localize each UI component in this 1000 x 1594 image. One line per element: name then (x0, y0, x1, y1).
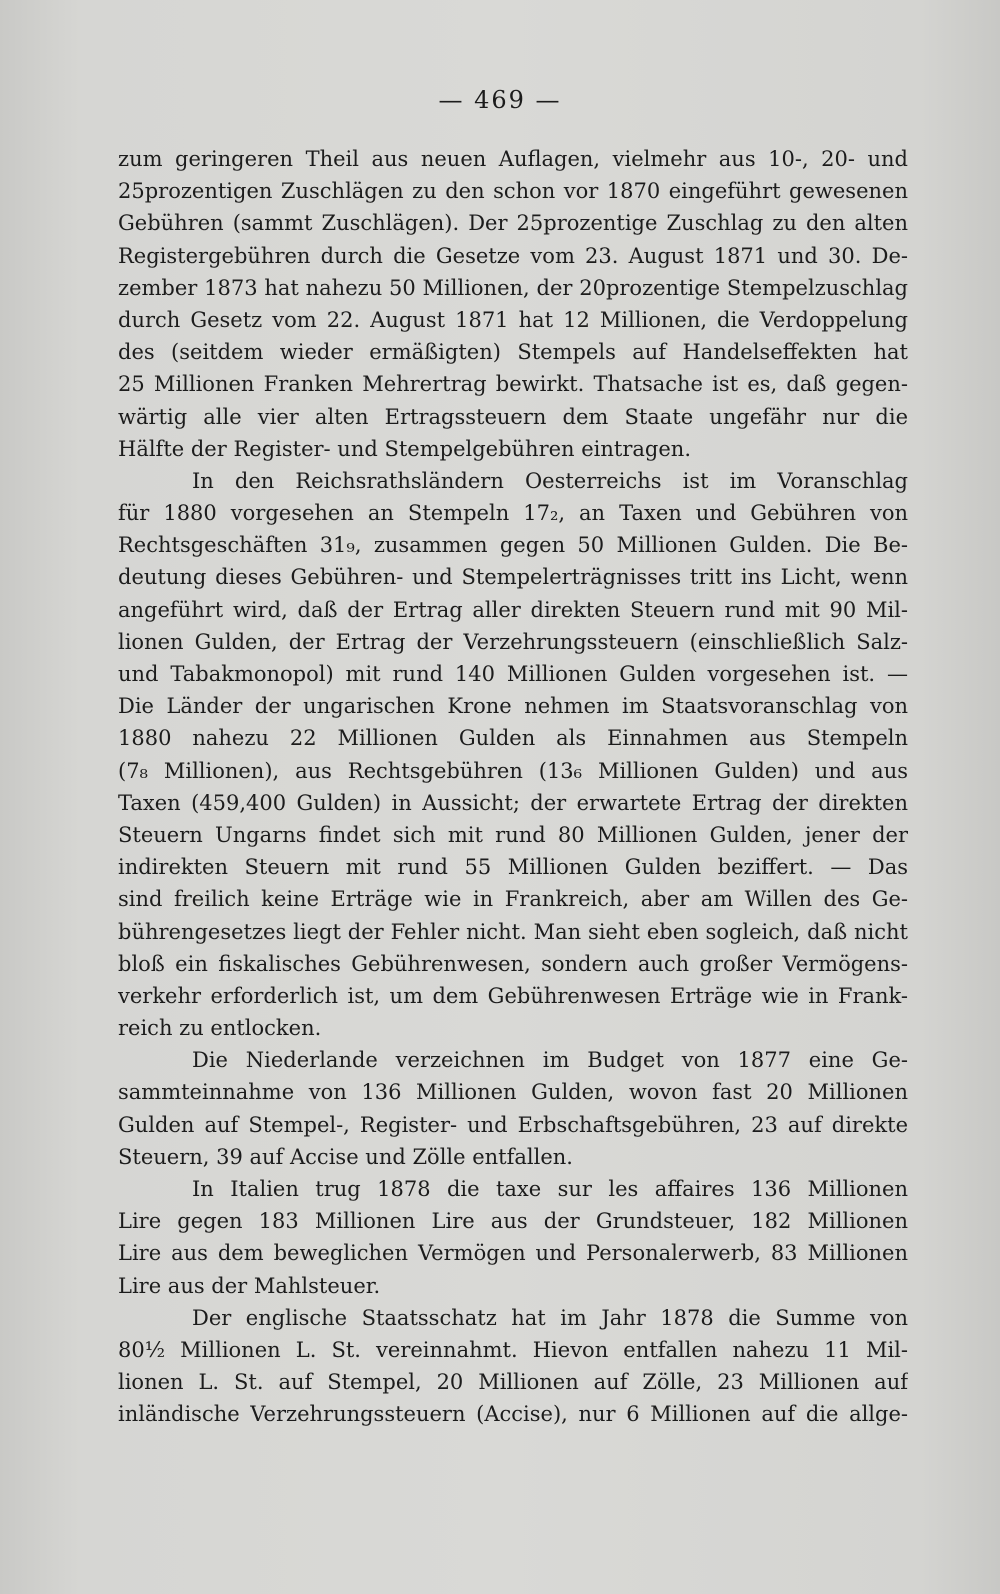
text-line: verkehr erforderlich ist, um dem Gebührenwesen Erträge wie in Frank- (118, 983, 908, 1008)
text-line: zum geringeren Theil aus neuen Auflagen, vielmehr aus 10-, 20- und (118, 147, 908, 171)
text-line: und Tabakmonopol) mit rund 140 Millionen Gulden vorgesehen ist. — (118, 662, 908, 686)
text-line: Rechtsgeschäften 31₉, zusammen gegen 50 Millionen Gulden. Die Be- (118, 533, 908, 558)
text-line: deutung dieses Gebühren- und Stempelerträgnisses tritt ins Licht, wenn (118, 565, 908, 590)
text-line: Hälfte der Register- und Stempelgebühren eintragen. (118, 436, 691, 461)
text-line: 25prozentigen Zuschlägen zu den schon vor 1870 eingeführt gewesenen (118, 179, 908, 204)
text-line: des (seitdem wieder ermäßigten) Stempels auf Handelseffekten hat (118, 340, 908, 365)
text-line: Lire gegen 183 Millionen Lire aus der Grundsteuer, 182 Millionen (118, 1209, 908, 1234)
text-line: 25 Millionen Franken Mehrertrag bewirkt. Thatsache ist es, daß gegen- (118, 372, 908, 397)
text-line: Die Länder der ungarischen Krone nehmen im Staatsvoranschlag von (118, 694, 908, 719)
text-line: sind freilich keine Erträge wie in Frankreich, aber am Willen des Ge- (118, 887, 908, 912)
text-line: sammteinnahme von 136 Millionen Gulden, wovon fast 20 Millionen (118, 1080, 908, 1105)
text-line: wärtig alle vier alten Ertragssteuern dem Staate ungefähr nur die (118, 404, 908, 429)
text-line: In Italien trug 1878 die taxe sur les affaires 136 Millionen (192, 1177, 908, 1201)
text-line: für 1880 vorgesehen an Stempeln 17₂, an Taxen und Gebühren von (118, 501, 908, 526)
page-number: — 469 — (438, 86, 562, 114)
text-line: Steuern Ungarns findet sich mit rund 80 Millionen Gulden, jener der (118, 822, 908, 847)
text-line: inländische Verzehrungssteuern (Accise), nur 6 Millionen auf die allge- (118, 1402, 908, 1427)
body-text (118, 143, 908, 1431)
text-line: angeführt wird, daß der Ertrag aller direkten Steuern rund mit 90 Mil- (118, 597, 908, 622)
text-line: Die Niederlande verzeichnen im Budget von 1877 eine Ge- (192, 1048, 908, 1073)
text-line: 80½ Millionen L. St. vereinnahmt. Hievon entfallen nahezu 11 Mil- (118, 1337, 908, 1362)
text-line: Der englische Staatsschatz hat im Jahr 1878 die Summe von (192, 1305, 908, 1330)
text-line: Taxen (459,400 Gulden) in Aussicht; der erwartete Ertrag der direkten (118, 790, 908, 815)
text-line: zember 1873 hat nahezu 50 Millionen, der 20prozentige Stempelzuschlag (118, 275, 908, 300)
text-line: reich zu entlocken. (118, 1016, 322, 1041)
text-line: lionen Gulden, der Ertrag der Verzehrungssteuern (einschließlich Salz- (118, 629, 908, 654)
text-line: 1880 nahezu 22 Millionen Gulden als Einnahmen aus Stempeln (118, 726, 908, 751)
text-line: indirekten Steuern mit rund 55 Millionen Gulden beziffert. — Das (118, 855, 908, 880)
text-line: bloß ein fiskalisches Gebührenwesen, sondern auch großer Vermögens- (118, 951, 908, 976)
text-line: Gebühren (sammt Zuschlägen). Der 25prozentige Zuschlag zu den alten (118, 211, 908, 236)
text-line: Steuern, 39 auf Accise und Zölle entfallen. (118, 1144, 573, 1169)
text-line: bührengesetzes liegt der Fehler nicht. Man sieht eben sogleich, daß nicht (118, 919, 908, 944)
text-line: Lire aus dem beweglichen Vermögen und Personalerwerb, 83 Millionen (118, 1241, 908, 1266)
text-line: lionen L. St. auf Stempel, 20 Millionen auf Zölle, 23 Millionen auf (118, 1370, 908, 1395)
text-line: In den Reichsrathsländern Oesterreichs ist im Voranschlag (192, 468, 908, 493)
text-line: Registergebühren durch die Gesetze vom 23. August 1871 und 30. De- (118, 243, 908, 268)
text-line: (7₈ Millionen), aus Rechtsgebühren (13₆ Millionen Gulden) und aus (118, 758, 908, 783)
text-line: Gulden auf Stempel-, Register- und Erbschaftsgebühren, 23 auf direkte (118, 1112, 908, 1137)
text-line: Lire aus der Mahlsteuer. (118, 1273, 381, 1298)
text-line: durch Gesetz vom 22. August 1871 hat 12 Millionen, die Verdoppelung (118, 307, 908, 332)
